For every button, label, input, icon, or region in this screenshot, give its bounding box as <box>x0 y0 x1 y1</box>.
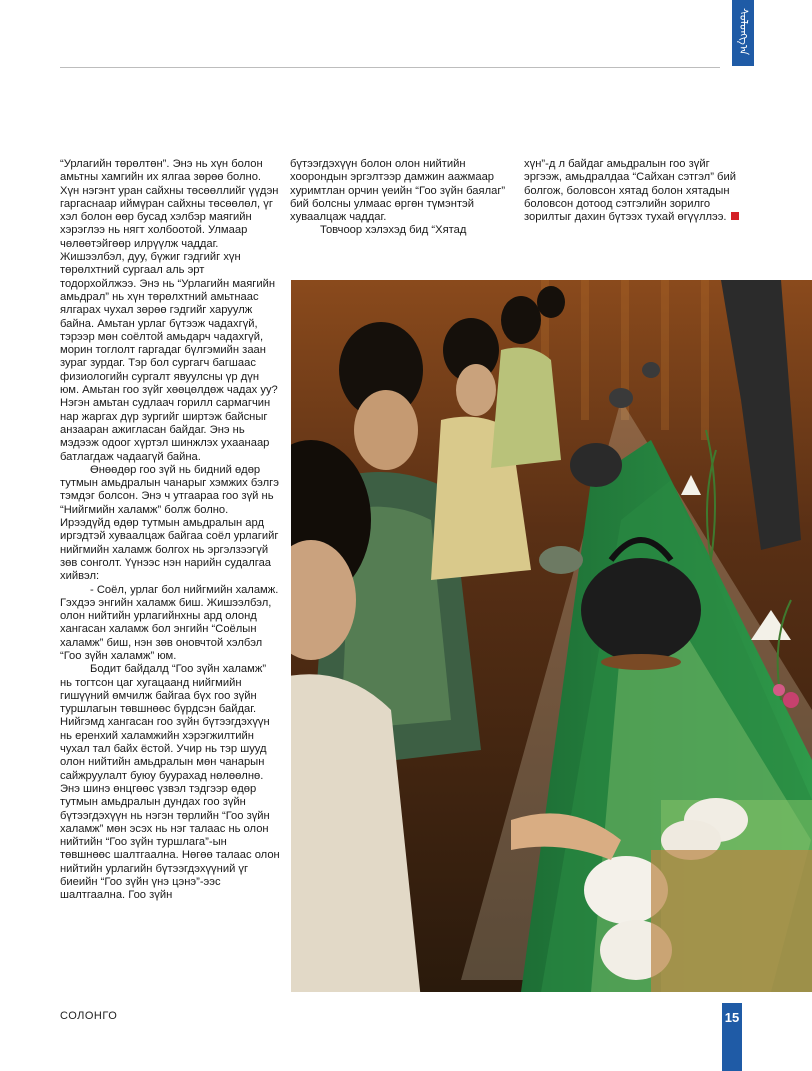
article-column-2 <box>290 158 510 238</box>
paragraph: - Соёл, урлаг бол нийгмийн халамж. Гэхдээ энгийн халамж биш. Жишээлбэл, олон нийтийн урлагийнхны ард олонд хангасан халамж бол энгийн “Соёлын халамж” биш, нэн зөв оновчтой хэлбэл “Гоо зүйн халамж” юм. <box>60 583 279 662</box>
page-number: 15 <box>724 1010 740 1025</box>
magazine-name: СОЛОНГО <box>60 1010 118 1022</box>
section-tab <box>724 0 812 68</box>
article-column-1 <box>60 158 280 903</box>
mongolian-script-label: ᠰᠣᠯᠣᠩᠭ᠎ᠠ <box>737 8 750 56</box>
header-rule <box>60 67 720 68</box>
end-of-article-mark <box>731 212 739 220</box>
paragraph-final <box>524 158 744 224</box>
paragraph: Бодит байдалд “Гоо зүйн халамж” нь тогтсон цаг хугацаанд нийгмийн гишүүний өмчилж байгаа бүх гоо зүйн туршлагын төвшнөөс бүрдсэн байдаг. Нийгэмд хангасан гоо зүйн бүтээгдэхүүн нь еренхий халамжийн хэрэгжилтийн чухал тал байх ёстой. Учир нь тэр шууд олон нийтийн амьдралын мөн чанарын сайжруулалт буюу буурахад нөлөөлнө. Энэ шинэ өнцгөөс үзвэл тэдгээр өдөр тутмын амьдралын дундах гоо зүйн бүтээгдэхүүн нь нэгэн төрлийн “Гоо зүйн халамж” мөн эсэх нь нэг талаас нь олон нийтийн “Гоо зүйн туршлага”-ын төвшнөөс шалтгаална. Нөгөө талаас олон нийтийн урлагийн бүтээгдэхүүний үг биеийн “Гоо зүйн үнэ цэнэ”-ээс шалтгаална. Гоо зүйн <box>60 663 280 902</box>
paragraph: Товчоор хэлэхэд бид “Хятад <box>320 224 467 237</box>
paragraph: “Урлагийн төрөлтөн”. Энэ нь хүн болон амьтны хамгийн их ялгаа зөрөө болно. Хүн нэгэнт уран сайхны төсөөллийг үүдэн гаргаснаар иймүран сайхны төсөөлөл, үг хэл болон өөр бусад хэлбэр маягийн хэрэглээ нь нягт холбоотой. Улмаар чөлөөтэйгөөр илрүүлж чаддаг. Жишээлбэл, дуу, бүжиг гэдгийг хүн төрөлхтний сургаал аль эрт тодорхойлжээ. Энэ нь “Урлагийн маягийн амьдрал” нь хүн төрөлхтний амьтнаас ялгарах чухал зөрөө гэдгийг харуулж байна. Амьтан урлаг бүтээж чадахгүй, тэрээр мөн соёлтой амьдарч чадахгүй, морин тоглолт гаргадаг бүлгэмийн заан зураг зурдаг. Тэр бол сургагч багшаас физиологийн сургалт явуулсны үр дүн юм. Амьтан гоо зүйг хөөцөлдөж чадах уу? Нэгэн амьтан судлаач горилл сармагчин нар жаргах дүр зургийг ширтэж байсныг анзааран ажигласан байдаг. Энэ нь мэдээж одоог хүртэл шинжлэх ухаанаар батлагдаж чадаагүй байна. <box>60 158 279 463</box>
paragraph: Өнөөдөр гоо зүй нь бидний өдөр тутмын амьдралын чанарыг хэмжих бэлгэ тэмдэг болсон. Энэ ч утгаараа гоо зүй нь “Нийгмийн халамж” болж болно. Ирээдүйд өдөр тутмын амьдралын ард иргэдтэй хуваалцаж байгаа соёл урлагийг нийгмийн халамж болгох нь эргэлзээгүй зөв сонголт. Үүнээс нэн нарийн судалгаа хийвэл: <box>60 463 279 583</box>
tea-ceremony-photo <box>291 280 812 992</box>
paragraph: бүтээгдэхүүн болон олон нийтийн хоорондын эргэлтээр дамжин аажмаар хуримтлан орчин үеийн “Гоо зүйн баялаг” бий болсны улмаас өргөн түмэнтэй хуваалцаж чаддаг. <box>290 158 506 224</box>
paragraph-text: хүн”-д л байдаг амьдралын гоо зүйг эргээж, амьдралдаа “Сайхан сэтгэл” бий болгож, боловсон хятад болон хятадын боловсон дотоод сэтгэлийн зорилго зорилтыг дахин бүтээх тухай өгүүллээ. <box>524 158 736 224</box>
article-column-3 <box>524 158 744 224</box>
